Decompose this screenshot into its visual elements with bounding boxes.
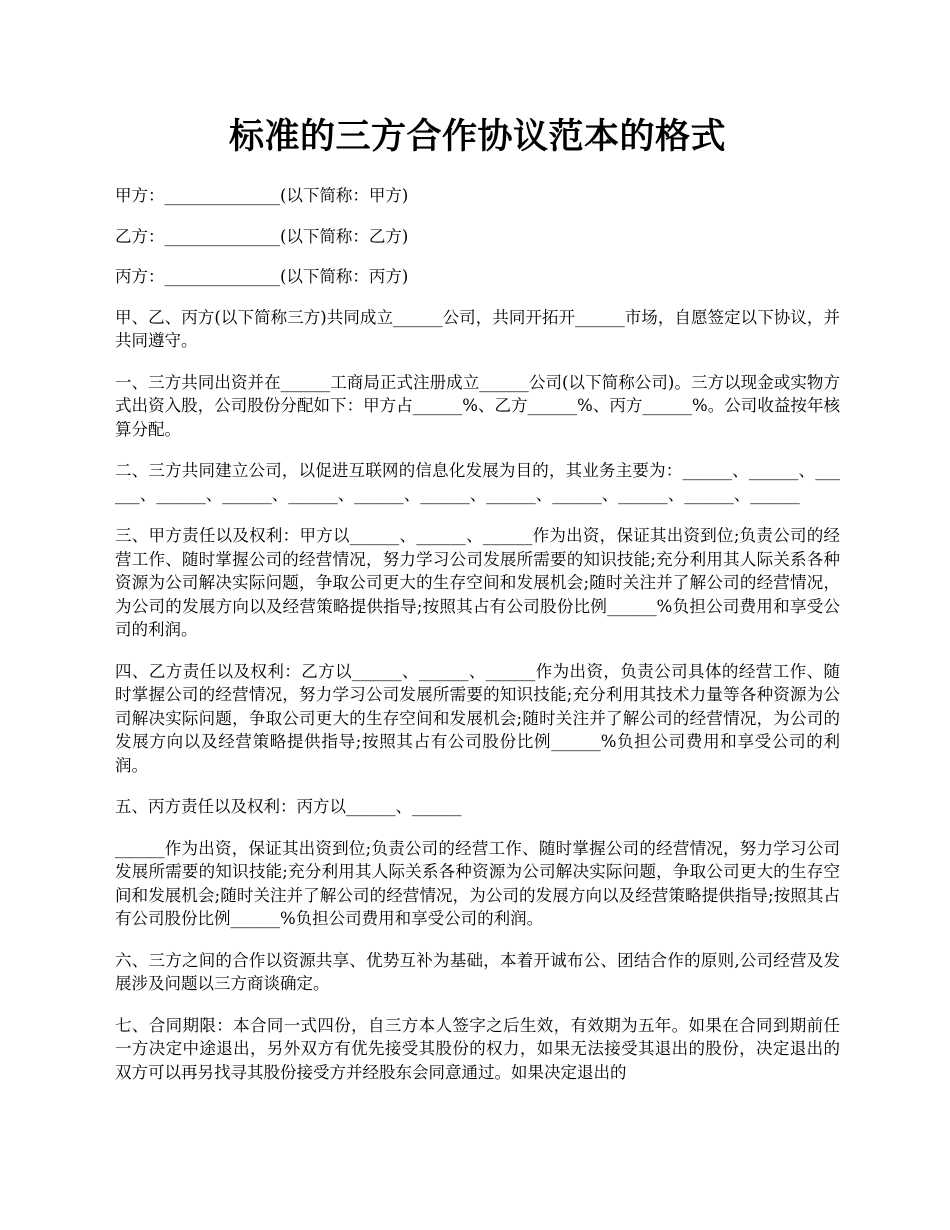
party-b-line: 乙方：______________(以下简称：乙方): [115, 226, 409, 246]
clause-1-paragraph: 一、三方共同出资并在______工商局正式注册成立______公司(以下简称公司)。三方以现金或实物方式出资入股，公司股份分配如下：甲方占______%、乙方______%、丙方______%。公司收益按年核算分配。: [115, 372, 840, 439]
clause-3-paragraph: 三、甲方责任以及权利：甲方以______、______、______作为出资，保证其出资到位;负责公司的经营工作、随时掌握公司的经营情况，努力学习公司发展所需要的知识技能;充分利用其人际关系各种资源为公司解决实际问题，争取公司更大的生存空间和发展机会;随时关注并了解公司的经营情况，为公司的发展方向以及经营策略提供指导;按照其占有公司股份比例______%负担公司费用和享受公司的利润。: [115, 526, 840, 639]
clause-4-paragraph: 四、乙方责任以及权利：乙方以______、______、______作为出资，负责公司具体的经营工作、随时掌握公司的经营情况，努力学习公司发展所需要的知识技能;充分利用其技术力量等各种资源为公司解决实际问题，争取公司更大的生存空间和发展机会;随时关注并了解公司的经营情况，为公司的发展方向以及经营策略提供指导;按照其占有公司股份比例______%负担公司费用和享受公司的利润。: [115, 661, 840, 775]
document-title: 标准的三方合作协议范本的格式: [228, 116, 726, 157]
clause-5-body-paragraph: ______作为出资，保证其出资到位;负责公司的经营工作、随时掌握公司的经营情况，努力学习公司发展所需要的知识技能;充分利用其人际关系各种资源为公司解决实际问题，争取公司更大的生存空间和发展机会;随时关注并了解公司的经营情况，为公司的发展方向以及经营策略提供指导;按照其占有公司股份比例______%负担公司费用和享受公司的利润。: [115, 838, 840, 928]
intro-paragraph: 甲、乙、丙方(以下简称三方)共同成立______公司，共同开拓开______市场，自愿签定以下协议，并共同遵守。: [115, 307, 840, 350]
party-c-line: 丙方：______________(以下简称：丙方): [115, 267, 409, 286]
clause-2-paragraph: 二、三方共同建立公司，以促进互联网的信息化发展为目的，其业务主要为：______、______、______、______、______、______、______、______、______、______、______、______、______: [115, 461, 841, 504]
clause-7-paragraph: 七、合同期限：本合同一式四份，自三方本人签字之后生效，有效期为五年。如果在合同到期前任一方决定中途退出，另外双方有优先接受其股份的权力，如果无法接受其退出的股份，决定退出的双方可以再另找寻其股份接受方并经股东会同意通过。如果决定退出的: [115, 1015, 840, 1082]
party-a-line: 甲方：______________(以下简称：甲方): [115, 186, 409, 205]
clause-6-paragraph: 六、三方之间的合作以资源共享、优势互补为基础，本着开诚布公、团结合作的原则,公司经营及发展涉及问题以三方商谈确定。: [115, 950, 840, 993]
clause-5-heading-paragraph: 五、丙方责任以及权利：丙方以______、______: [115, 797, 462, 816]
